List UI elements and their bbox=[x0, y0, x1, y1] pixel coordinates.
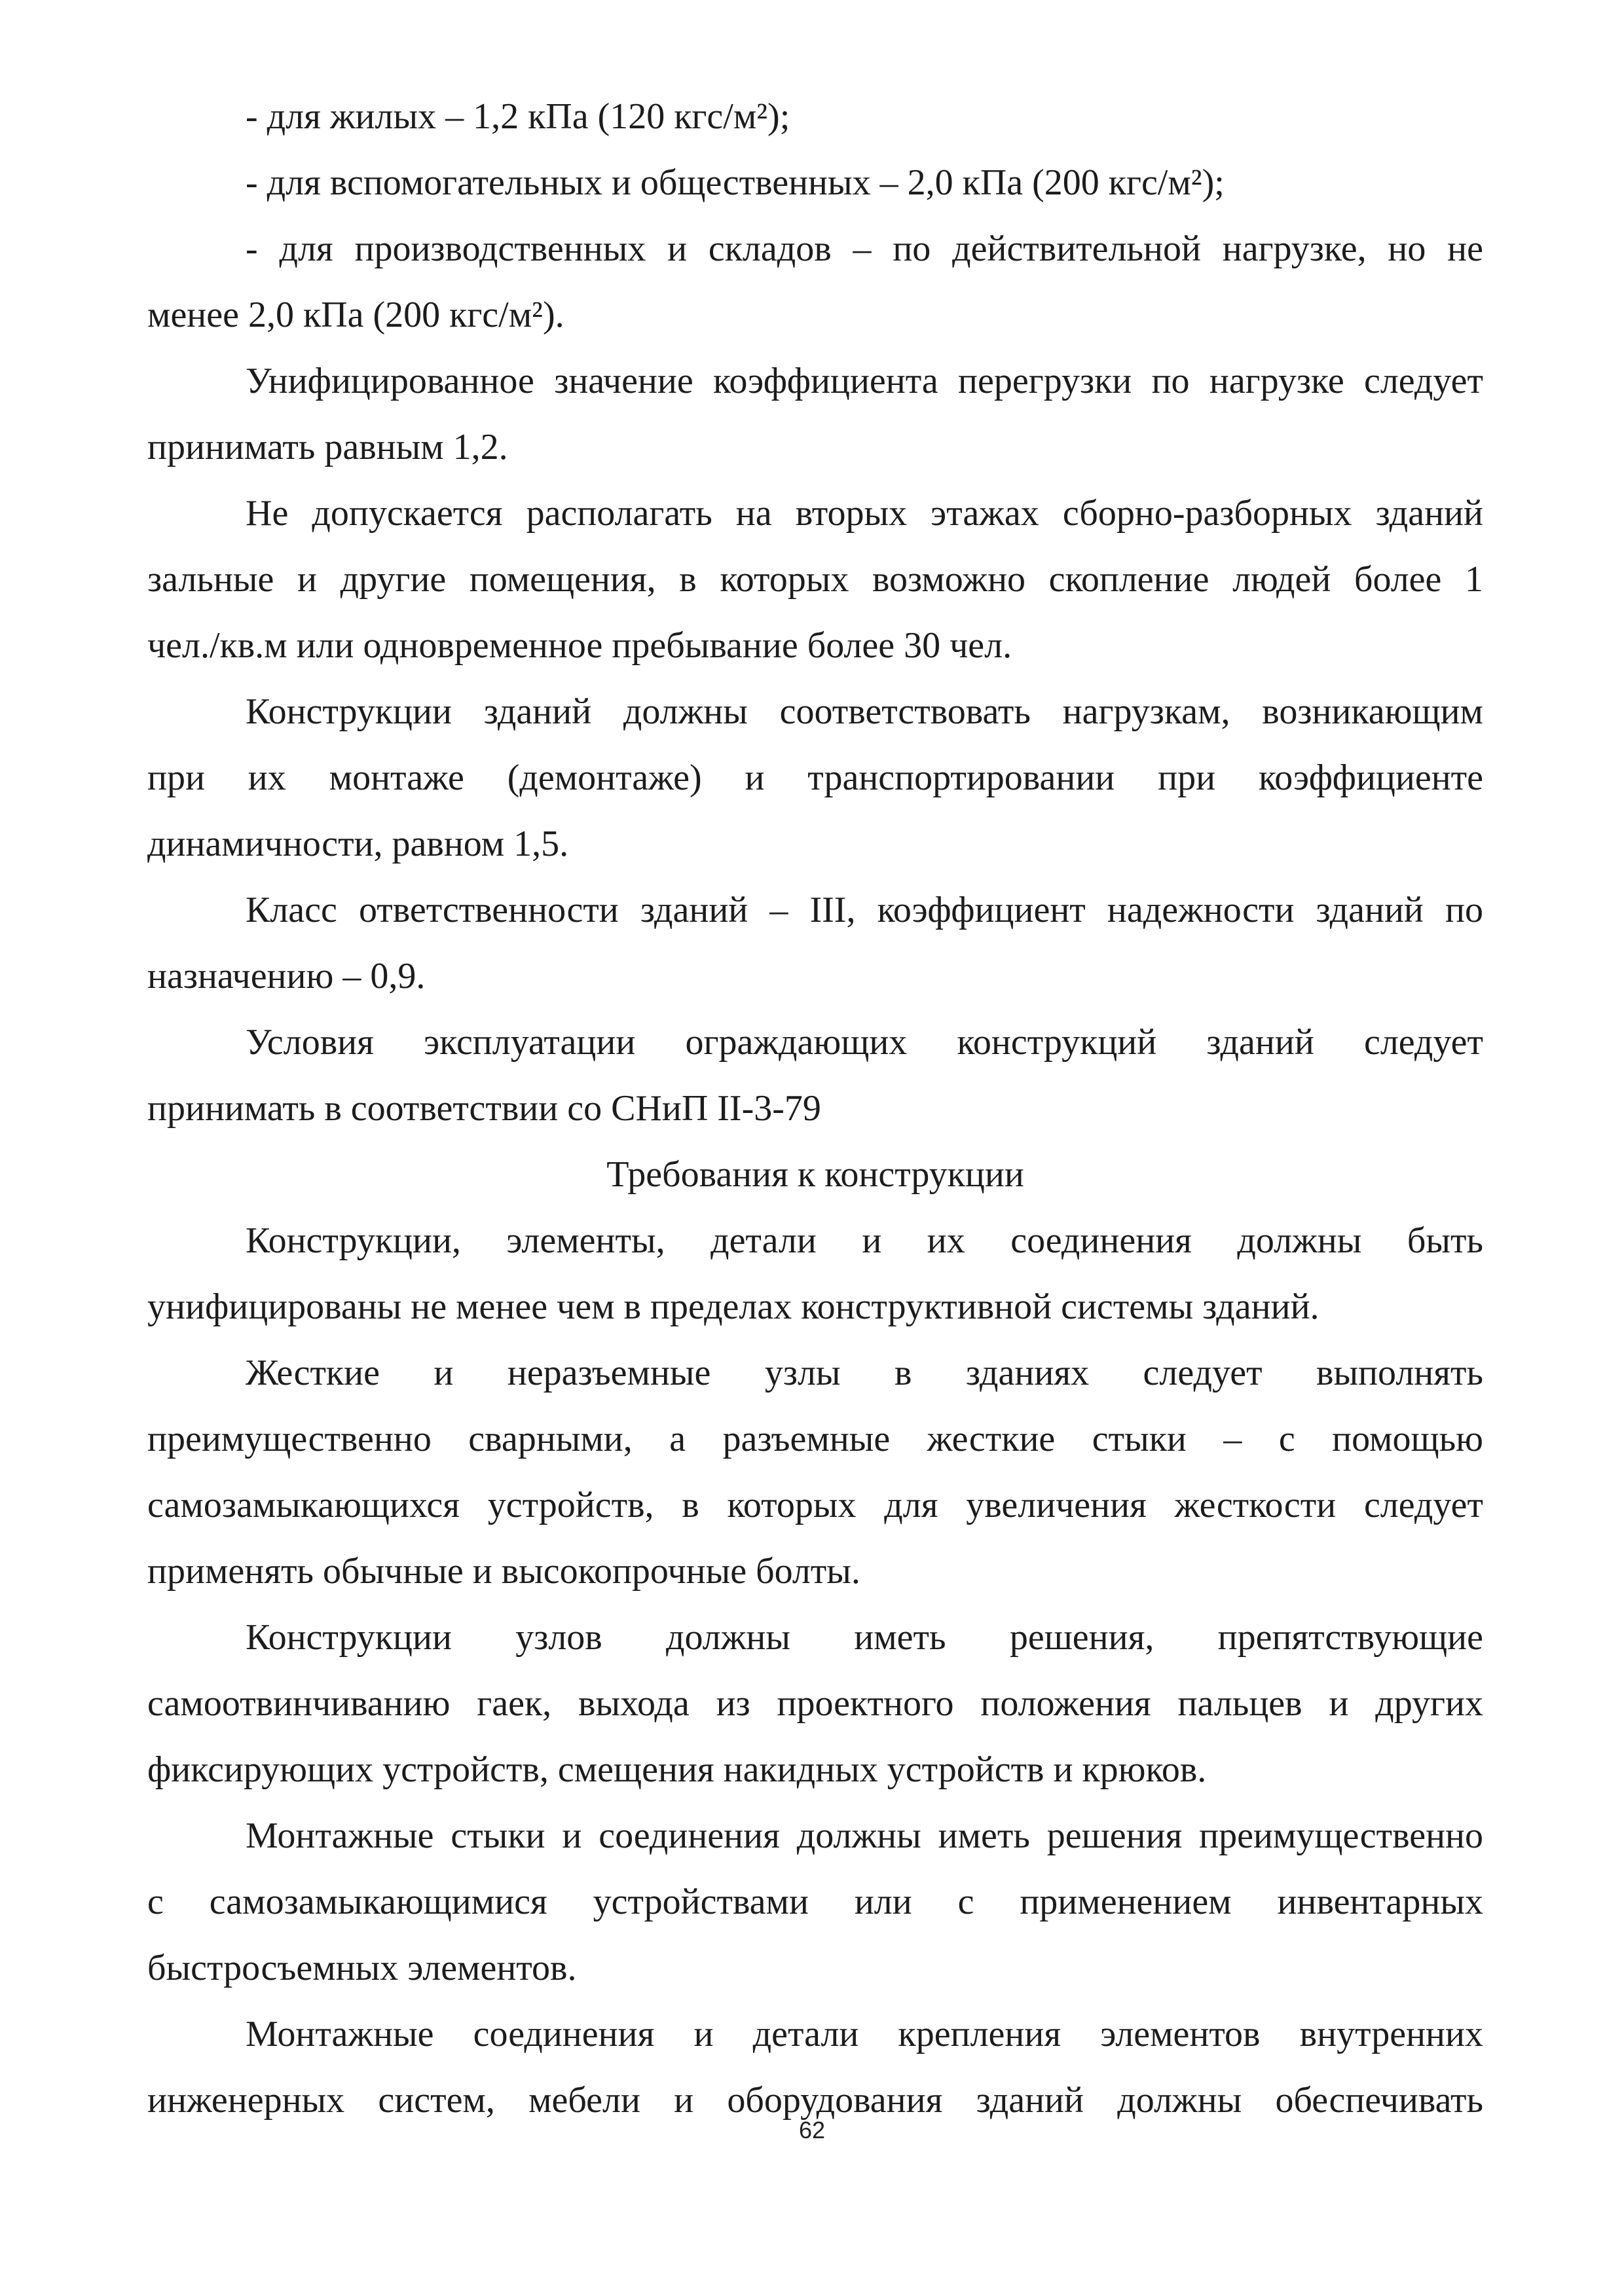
text-line: принимать равным 1,2. bbox=[147, 427, 508, 467]
paragraph-second-floors: Не допускается располагать на вторых этажах сборно-разборных зданий bbox=[246, 493, 1483, 534]
text-line: фиксирующих устройств, смещения накидных устройств и крюков. bbox=[147, 1749, 1207, 1790]
section-heading: Требования к конструкции bbox=[606, 1154, 1024, 1195]
text-line: инженерных систем, мебели и оборудования зданий должны обеспечивать bbox=[147, 2080, 1483, 2121]
list-item-auxiliary: - для вспомогательных и общественных – 2,0 кПа (200 кгс/м²); bbox=[246, 162, 1225, 203]
paragraph-mounting-joints: Монтажные стыки и соединения должны иметь решения преимущественно bbox=[246, 1815, 1483, 1856]
text-line: назначению – 0,9. bbox=[147, 956, 426, 996]
list-item-industrial: - для производственных и складов – по действительной нагрузке, но не bbox=[246, 228, 1483, 269]
page-body bbox=[147, 84, 1483, 2134]
text-line: зальные и другие помещения, в которых возможно скопление людей более 1 bbox=[147, 559, 1483, 600]
text-line: динамичности, равном 1,5. bbox=[147, 824, 569, 864]
text-line: принимать в соответствии со СНиП II-3-79 bbox=[147, 1088, 821, 1129]
paragraph-mounting-loads: Конструкции зданий должны соответствовать нагрузкам, возникающим bbox=[246, 691, 1483, 732]
paragraph-rigid-joints: Жесткие и неразъемные узлы в зданиях следует выполнять bbox=[246, 1353, 1483, 1393]
paragraph-node-design: Конструкции узлов должны иметь решения, препятствующие bbox=[246, 1617, 1483, 1658]
paragraph-overload-coefficient: Унифицированное значение коэффициента перегрузки по нагрузке следует bbox=[246, 361, 1483, 401]
text-line: самоотвинчиванию гаек, выхода из проектного положения пальцев и других bbox=[147, 1683, 1483, 1724]
text-line: при их монтаже (демонтаже) и транспортировании при коэффициенте bbox=[147, 757, 1483, 798]
text-line: чел./кв.м или одновременное пребывание более 30 чел. bbox=[147, 625, 1012, 666]
list-item-residential: - для жилых – 1,2 кПа (120 кгс/м²); bbox=[246, 96, 790, 137]
text-line: менее 2,0 кПа (200 кгс/м²). bbox=[147, 295, 564, 335]
text-line: применять обычные и высокопрочные болты. bbox=[147, 1551, 860, 1592]
text-line: самозамыкающихся устройств, в которых для увеличения жесткости следует bbox=[147, 1485, 1483, 1525]
paragraph-unification: Конструкции, элементы, детали и их соединения должны быть bbox=[246, 1220, 1483, 1261]
text-line: унифицированы не менее чем в пределах конструктивной системы зданий. bbox=[147, 1286, 1320, 1327]
paragraph-responsibility-class: Класс ответственности зданий – III, коэффициент надежности зданий по bbox=[246, 890, 1483, 930]
text-line: быстросъемных элементов. bbox=[147, 1948, 577, 1988]
paragraph-operating-conditions: Условия эксплуатации ограждающих конструкций зданий следует bbox=[246, 1022, 1483, 1063]
text-line: преимущественно сварными, а разъемные жесткие стыки – с помощью bbox=[147, 1419, 1483, 1459]
page-number: 62 bbox=[798, 2117, 826, 2143]
paragraph-mounting-connections: Монтажные соединения и детали крепления элементов внутренних bbox=[246, 2014, 1483, 2054]
text-line: с самозамыкающимися устройствами или с применением инвентарных bbox=[147, 1882, 1483, 1922]
